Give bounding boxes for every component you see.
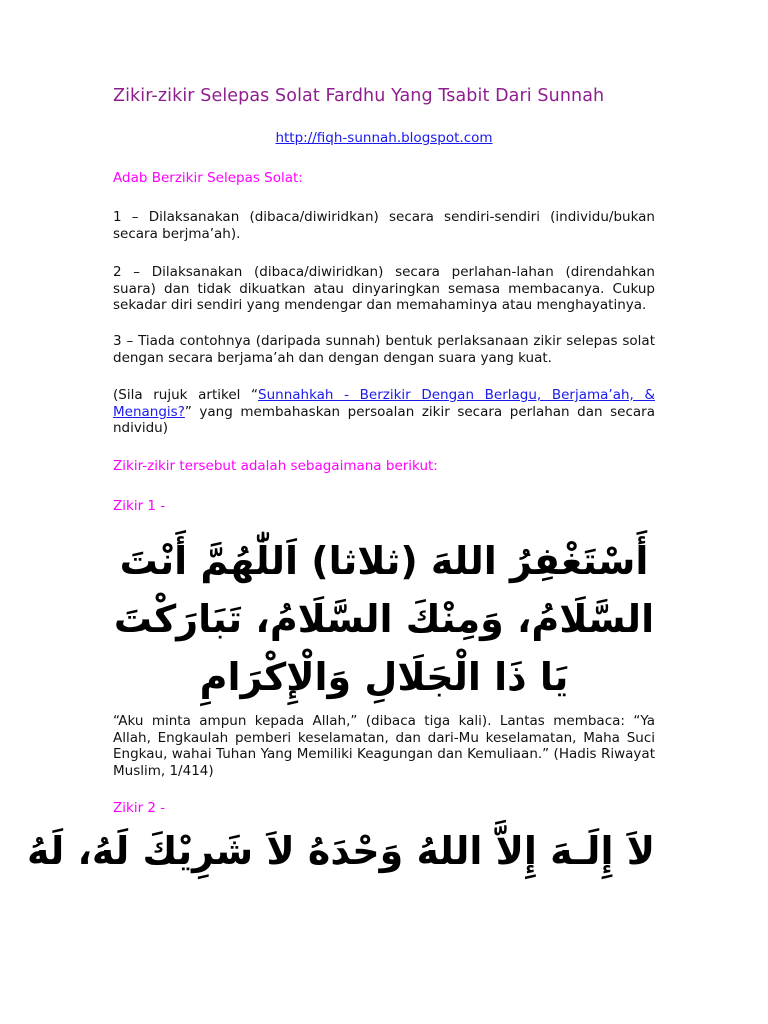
reference-suffix: ” yang membahaskan persoalan zikir secara perlahan dan secara ndividu) <box>113 403 655 436</box>
reference-article-link[interactable]: Sunnahkah - Berzikir Dengan Berlagu, Berjama’ah, & Menangis? <box>113 387 655 420</box>
zikir-1-arabic-text: أَسْتَغْفِرُ اللهَ (ثلاثا) اَللّٰهُمَّ أَنْتَ السَّلَامُ، وَمِنْكَ السَّلَامُ، تَبَارَكْتَ يَا ذَا الْجَلَالِ وَالْإِكْرَامِ <box>113 539 655 699</box>
blog-url-link[interactable]: http://fiqh-sunnah.blogspot.com <box>275 130 493 146</box>
zikir-2-arabic-text: لاَ إِلَـهَ إِلاَّ اللهُ وَحْدَهُ لاَ شَرِيْكَ لَهُ، لَهُ <box>26 829 655 873</box>
adab-point-3: 3 – Tiada contohnya (daripada sunnah) bentuk perlaksanaan zikir selepas solat dengan secara berjama’ah dan dengan dengan suara yang kuat. <box>113 333 655 366</box>
reference-paragraph <box>113 387 655 437</box>
adab-point-1: 1 – Dilaksanakan (dibaca/diwiridkan) secara sendiri-sendiri (individu/bukan secara berjma’ah). <box>113 209 655 242</box>
zikir-2-label: Zikir 2 - <box>113 800 166 816</box>
adab-heading: Adab Berzikir Selepas Solat: <box>113 170 303 186</box>
reference-prefix: (Sila rujuk artikel “ <box>113 387 259 403</box>
zikir-1-translation: “Aku minta ampun kepada Allah,” (dibaca tiga kali). Lantas membaca: “Ya Allah, Engkaulah pemberi keselamatan, dan dari-Mu keselamatan, Maha Suci Engkau, wahai Tuhan Yang Memiliki Keagungan dan Kemuliaan.” (Hadis Riwayat Muslim, 1/414) <box>113 713 655 779</box>
list-heading: Zikir-zikir tersebut adalah sebagaimana berikut: <box>113 458 438 474</box>
page-title: Zikir-zikir Selepas Solat Fardhu Yang Tsabit Dari Sunnah <box>113 86 605 106</box>
zikir-1-label: Zikir 1 - <box>113 498 166 514</box>
adab-point-2: 2 – Dilaksanakan (dibaca/diwiridkan) secara perlahan-lahan (direndahkan suara) dan tidak dikuatkan atau dinyaringkan semasa membacanya. Cukup sekadar diri sendiri yang mendengar dan memahaminya atau menghayatinya. <box>113 264 655 313</box>
